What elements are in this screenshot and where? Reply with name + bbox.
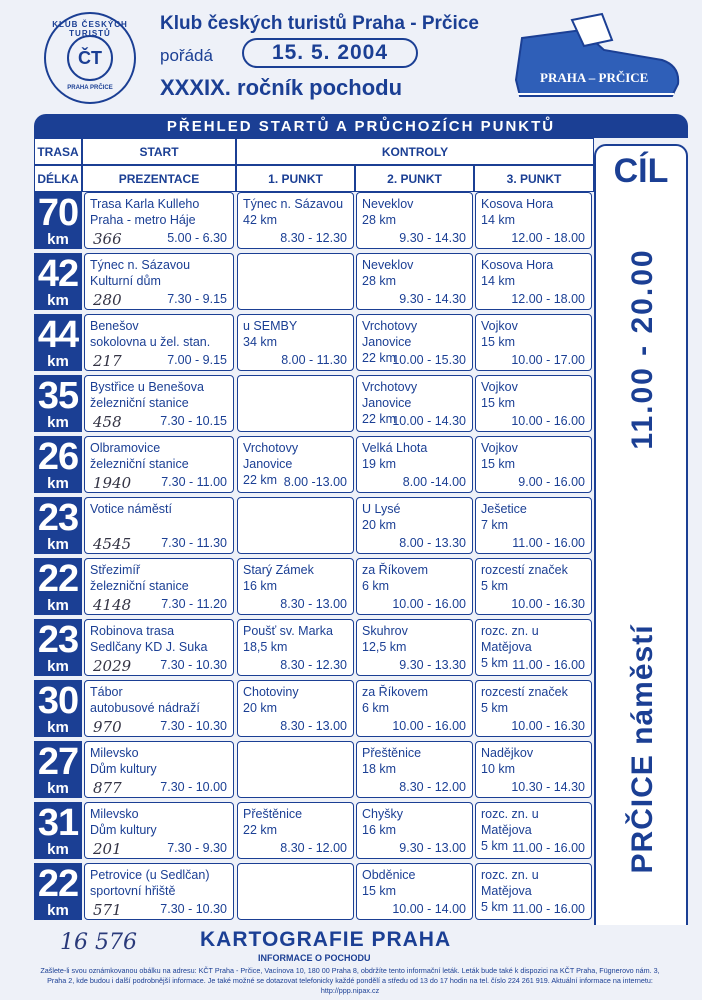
- cil-place: PRČICE náměstí: [626, 624, 659, 874]
- checkpoint-1-cell-text: u SEMBY 34 km: [243, 319, 298, 349]
- start-cell-time: 7.30 - 10.15: [160, 414, 227, 428]
- start-cell-text: Milevsko Dům kultury: [90, 746, 157, 776]
- checkpoint-1-cell: [237, 741, 354, 798]
- checkpoint-3-cell-time: 12.00 - 18.00: [511, 231, 585, 245]
- km-unit: km: [47, 597, 69, 614]
- start-cell: [84, 741, 234, 798]
- logo-ring-text: KLUB ČESKÝCH TURISTŮ: [52, 20, 128, 38]
- start-cell-time: 7.30 - 9.30: [167, 841, 227, 855]
- handwritten-total: 16 576: [60, 930, 137, 955]
- checkpoint-3-cell-time: 10.00 - 16.30: [511, 597, 585, 611]
- checkpoint-2-cell-time: 10.00 - 14.30: [392, 414, 466, 428]
- checkpoint-1-cell: [237, 680, 354, 737]
- route-row: [34, 619, 594, 676]
- checkpoint-1-cell: [237, 863, 354, 920]
- cil-header: CÍL: [594, 144, 688, 194]
- start-cell-text: Týnec n. Sázavou Kulturní dům: [90, 258, 191, 288]
- start-cell: [84, 619, 234, 676]
- logo-monogram: ČT: [67, 35, 113, 81]
- checkpoint-3-cell-text: Vojkov 15 km: [481, 380, 518, 410]
- route-length-badge: [34, 680, 82, 737]
- checkpoint-2-cell-text: Vrchotovy Janovice 22 km: [362, 380, 418, 426]
- checkpoint-2-cell-time: 9.30 - 14.30: [399, 231, 466, 245]
- checkpoint-2-cell-text: Přeštěnice 18 km: [362, 746, 422, 776]
- checkpoint-2-cell-time: 9.30 - 13.30: [399, 658, 466, 672]
- start-cell-text: Robinova trasa Sedlčany KD J. Suka: [90, 624, 208, 654]
- checkpoint-1-cell-time: 8.30 - 13.00: [280, 719, 347, 733]
- checkpoint-2-cell-text: Neveklov 28 km: [362, 258, 414, 288]
- checkpoint-3-cell: [475, 741, 592, 798]
- checkpoint-1-cell-text: Chotoviny 20 km: [243, 685, 299, 715]
- route-length: 42: [37, 253, 79, 295]
- checkpoint-3-cell-text: Kosova Hora 14 km: [481, 258, 554, 288]
- checkpoint-3-cell: [475, 497, 592, 554]
- checkpoint-3-cell-time: 11.00 - 16.00: [512, 841, 585, 855]
- km-unit: km: [47, 292, 69, 309]
- route-length: 35: [37, 375, 79, 417]
- checkpoint-3-cell: [475, 558, 592, 615]
- handwritten-count: 280: [93, 291, 122, 309]
- start-cell-time: 7.30 - 11.20: [161, 597, 227, 611]
- start-cell: [84, 863, 234, 920]
- checkpoint-2-cell-text: Vrchotovy Janovice 22 km: [362, 319, 418, 365]
- start-cell-time: 7.30 - 10.30: [160, 902, 227, 916]
- checkpoint-2-cell: [356, 619, 473, 676]
- header-prezentace: PREZENTACE: [82, 165, 236, 192]
- checkpoint-3-cell: [475, 192, 592, 249]
- route-length: 30: [37, 680, 79, 722]
- header-delka: DÉLKA: [34, 165, 82, 192]
- km-unit: km: [47, 902, 69, 919]
- km-unit: km: [47, 719, 69, 736]
- checkpoint-1-cell: [237, 802, 354, 859]
- event-date: 15. 5. 2004: [242, 38, 418, 68]
- checkpoint-1-cell: [237, 497, 354, 554]
- route-table: [34, 114, 688, 925]
- checkpoint-2-cell: [356, 314, 473, 371]
- handwritten-count: 2029: [93, 657, 132, 675]
- checkpoint-2-cell-time: 10.00 - 15.30: [392, 353, 466, 367]
- checkpoint-1-cell-time: 8.00 -13.00: [283, 475, 347, 489]
- organizes-label: pořádá: [160, 46, 213, 65]
- start-cell: [84, 802, 234, 859]
- km-unit: km: [47, 536, 69, 553]
- km-unit: km: [47, 414, 69, 431]
- start-cell-text: Tábor autobusové nádraží: [90, 685, 200, 715]
- checkpoint-2-cell: [356, 497, 473, 554]
- start-cell-time: 7.30 - 11.00: [161, 475, 227, 489]
- checkpoint-2-cell: [356, 192, 473, 249]
- checkpoint-2-cell-text: Velká Lhota 19 km: [362, 441, 428, 471]
- route-row: [34, 558, 594, 615]
- header-kontroly: KONTROLY: [236, 138, 594, 165]
- checkpoint-3-cell-time: 11.00 - 16.00: [512, 658, 585, 672]
- checkpoint-1-cell-text: Týnec n. Sázavou 42 km: [243, 197, 344, 227]
- checkpoint-3-cell-text: Ješetice 7 km: [481, 502, 527, 532]
- checkpoint-2-cell-time: 10.00 - 16.00: [392, 597, 466, 611]
- checkpoint-3-cell-text: Kosova Hora 14 km: [481, 197, 554, 227]
- handwritten-count: 201: [93, 840, 122, 858]
- checkpoint-3-cell: [475, 253, 592, 310]
- club-title: Klub českých turistů Praha - Prčice: [160, 13, 479, 34]
- route-length: 22: [37, 558, 79, 600]
- start-cell: [84, 375, 234, 432]
- checkpoint-2-cell-text: Obděnice 15 km: [362, 868, 416, 898]
- header-start: START: [82, 138, 236, 165]
- checkpoint-1-cell-time: 8.30 - 12.30: [280, 231, 347, 245]
- checkpoint-3-cell: [475, 436, 592, 493]
- checkpoint-1-cell: [237, 619, 354, 676]
- header-trasa: TRASA: [34, 138, 82, 165]
- checkpoint-1-cell-text: Vrchotovy Janovice 22 km: [243, 441, 299, 487]
- checkpoint-3-cell-text: Vojkov 15 km: [481, 441, 518, 471]
- checkpoint-1-cell-time: 8.30 - 12.30: [280, 658, 347, 672]
- checkpoint-3-cell: [475, 863, 592, 920]
- route-row: [34, 192, 594, 249]
- edition-title: XXXIX. ročník pochodu: [160, 75, 403, 100]
- checkpoint-3-cell-text: rozcestí značek 5 km: [481, 563, 568, 593]
- start-cell-time: 7.30 - 11.30: [161, 536, 227, 550]
- checkpoint-2-cell-time: 8.00 - 13.30: [399, 536, 466, 550]
- handwritten-count: 970: [93, 718, 122, 736]
- route-length-badge: [34, 497, 82, 554]
- route-length-badge: [34, 619, 82, 676]
- start-cell-text: Trasa Karla Kulleho Praha - metro Háje: [90, 197, 200, 227]
- route-length: 23: [37, 497, 79, 539]
- km-unit: km: [47, 475, 69, 492]
- handwritten-count: 1940: [93, 474, 132, 492]
- checkpoint-2-cell-time: 8.30 - 12.00: [399, 780, 466, 794]
- checkpoint-1-cell-time: 8.00 - 11.30: [281, 353, 347, 367]
- route-row: [34, 863, 594, 920]
- checkpoint-3-cell-text: rozc. zn. u Matějova 5 km: [481, 868, 539, 914]
- checkpoint-2-cell: [356, 436, 473, 493]
- start-cell-time: 7.30 - 10.30: [160, 658, 227, 672]
- checkpoint-2-cell-time: 10.00 - 16.00: [392, 719, 466, 733]
- start-cell-text: Benešov sokolovna u žel. stan.: [90, 319, 211, 349]
- start-cell-time: 7.30 - 9.15: [167, 292, 227, 306]
- route-length: 44: [37, 314, 79, 356]
- cil-column: [594, 192, 688, 925]
- checkpoint-3-cell: [475, 314, 592, 371]
- route-row: [34, 314, 594, 371]
- checkpoint-3-cell-text: Nadějkov 10 km: [481, 746, 534, 776]
- route-length: 27: [37, 741, 79, 783]
- checkpoint-2-cell: [356, 802, 473, 859]
- start-cell: [84, 314, 234, 371]
- km-unit: km: [47, 841, 69, 858]
- route-row: [34, 375, 594, 432]
- checkpoint-3-cell-text: Vojkov 15 km: [481, 319, 518, 349]
- checkpoint-3-cell: [475, 375, 592, 432]
- header-punkt-3: 3. PUNKT: [474, 165, 594, 192]
- hiking-boot-icon: [512, 10, 682, 102]
- checkpoint-3-cell-text: rozc. zn. u Matějova 5 km: [481, 624, 539, 670]
- checkpoint-2-cell: [356, 680, 473, 737]
- start-cell-time: 5.00 - 6.30: [167, 231, 227, 245]
- route-length-badge: [34, 192, 82, 249]
- start-cell: [84, 558, 234, 615]
- checkpoint-3-cell-time: 9.00 - 16.00: [518, 475, 585, 489]
- checkpoint-2-cell-time: 10.00 - 14.00: [392, 902, 466, 916]
- route-row: [34, 802, 594, 859]
- route-length-badge: [34, 375, 82, 432]
- start-cell-text: Petrovice (u Sedlčan) sportovní hřiště: [90, 868, 210, 898]
- route-length-badge: [34, 863, 82, 920]
- start-cell: [84, 680, 234, 737]
- checkpoint-1-cell: [237, 192, 354, 249]
- start-cell-text: Votice náměstí: [90, 502, 172, 516]
- checkpoint-3-cell-text: rozc. zn. u Matějova 5 km: [481, 807, 539, 853]
- brand-subtitle: INFORMACE O POCHODU: [258, 953, 371, 963]
- handwritten-count: 4545: [93, 535, 132, 553]
- start-cell-time: 7.30 - 10.00: [160, 780, 227, 794]
- checkpoint-2-cell-text: Neveklov 28 km: [362, 197, 414, 227]
- checkpoint-1-cell-text: Přeštěnice 22 km: [243, 807, 303, 837]
- checkpoint-2-cell-text: U Lysé 20 km: [362, 502, 401, 532]
- checkpoint-3-cell: [475, 680, 592, 737]
- table-banner: PŘEHLED STARTŮ A PRŮCHOZÍCH PUNKTŮ: [34, 114, 688, 138]
- logo-sub-text: PRAHA PRČICE: [67, 85, 113, 91]
- start-cell-time: 7.00 - 9.15: [167, 353, 227, 367]
- km-unit: km: [47, 658, 69, 675]
- brand-name: KARTOGRAFIE PRAHA: [200, 928, 452, 951]
- route-length-badge: [34, 741, 82, 798]
- checkpoint-1-cell: [237, 253, 354, 310]
- checkpoint-2-cell-text: za Říkovem 6 km: [362, 563, 428, 593]
- club-logo: [44, 12, 136, 104]
- route-length-badge: [34, 253, 82, 310]
- route-length-badge: [34, 314, 82, 371]
- checkpoint-2-cell-text: Chyšky 16 km: [362, 807, 403, 837]
- header-punkt-1: 1. PUNKT: [236, 165, 355, 192]
- checkpoint-1-cell-text: Poušť sv. Marka 18,5 km: [243, 624, 333, 654]
- checkpoint-2-cell-time: 9.30 - 13.00: [399, 841, 466, 855]
- cil-time: 11.00 - 20.00: [626, 248, 659, 450]
- checkpoint-3-cell-text: rozcestí značek 5 km: [481, 685, 568, 715]
- checkpoint-1-cell: [237, 375, 354, 432]
- checkpoint-3-cell-time: 10.30 - 14.30: [511, 780, 585, 794]
- start-cell: [84, 497, 234, 554]
- checkpoint-1-cell: [237, 436, 354, 493]
- checkpoint-2-cell-time: 9.30 - 14.30: [399, 292, 466, 306]
- km-unit: km: [47, 231, 69, 248]
- handwritten-count: 458: [93, 413, 122, 431]
- route-length-badge: [34, 436, 82, 493]
- checkpoint-2-cell: [356, 253, 473, 310]
- route-row: [34, 741, 594, 798]
- start-cell: [84, 436, 234, 493]
- handwritten-count: 217: [93, 352, 122, 370]
- checkpoint-2-cell: [356, 558, 473, 615]
- checkpoint-1-cell: [237, 314, 354, 371]
- checkpoint-2-cell-text: Skuhrov 12,5 km: [362, 624, 408, 654]
- km-unit: km: [47, 353, 69, 370]
- route-length-badge: [34, 558, 82, 615]
- checkpoint-1-cell-time: 8.30 - 13.00: [280, 597, 347, 611]
- checkpoint-2-cell-text: za Říkovem 6 km: [362, 685, 428, 715]
- handwritten-count: 4148: [93, 596, 132, 614]
- route-length: 70: [37, 192, 79, 234]
- start-cell-text: Bystřice u Benešova železniční stanice: [90, 380, 204, 410]
- start-cell: [84, 192, 234, 249]
- handwritten-count: 571: [93, 901, 122, 919]
- start-cell: [84, 253, 234, 310]
- route-length: 26: [37, 436, 79, 478]
- checkpoint-3-cell-time: 10.00 - 16.00: [511, 414, 585, 428]
- checkpoint-2-cell: [356, 375, 473, 432]
- header-punkt-2: 2. PUNKT: [355, 165, 474, 192]
- route-length-badge: [34, 802, 82, 859]
- checkpoint-2-cell: [356, 741, 473, 798]
- checkpoint-3-cell: [475, 619, 592, 676]
- checkpoint-3-cell-time: 10.00 - 16.30: [511, 719, 585, 733]
- route-length: 31: [37, 802, 79, 844]
- checkpoint-2-cell: [356, 863, 473, 920]
- route-length: 23: [37, 619, 79, 661]
- start-cell-text: Střezimíř železniční stanice: [90, 563, 189, 593]
- checkpoint-2-cell-time: 8.00 -14.00: [402, 475, 466, 489]
- start-cell-text: Milevsko Dům kultury: [90, 807, 157, 837]
- route-row: [34, 497, 594, 554]
- start-cell-text: Olbramovice železniční stanice: [90, 441, 189, 471]
- footer-info: Zašlete-li svou oznámkovanou obálku na adresu: KČT Praha - Prčice, Vacínova 10, 180 00 Praha 8, obdržíte tento informační leták. Leták bude také k dispozici na KČT Praha, Fügnerovo nám. 3, Praha 2, kde budou i další podrobnější informace. Je také možné se dotazovat telefonicky každé pondělí a středu od 13 do 17 hodin na tel. číslo 224 261 919. Aktuální informace na internetu: http://ppp.nipax.cz: [40, 966, 660, 995]
- route-row: [34, 680, 594, 737]
- checkpoint-1-cell: [237, 558, 354, 615]
- shoe-label: PRAHA – PRČICE: [540, 70, 649, 85]
- checkpoint-3-cell-time: 11.00 - 16.00: [512, 902, 585, 916]
- checkpoint-3-cell: [475, 802, 592, 859]
- checkpoint-1-cell-text: Starý Zámek 16 km: [243, 563, 314, 593]
- route-row: [34, 253, 594, 310]
- handwritten-count: 366: [93, 230, 122, 248]
- start-cell-time: 7.30 - 10.30: [160, 719, 227, 733]
- km-unit: km: [47, 780, 69, 797]
- checkpoint-3-cell-time: 12.00 - 18.00: [511, 292, 585, 306]
- checkpoint-3-cell-time: 11.00 - 16.00: [512, 536, 585, 550]
- route-length: 22: [37, 863, 79, 905]
- checkpoint-1-cell-time: 8.30 - 12.00: [280, 841, 347, 855]
- handwritten-count: 877: [93, 779, 122, 797]
- route-row: [34, 436, 594, 493]
- checkpoint-3-cell-time: 10.00 - 17.00: [511, 353, 585, 367]
